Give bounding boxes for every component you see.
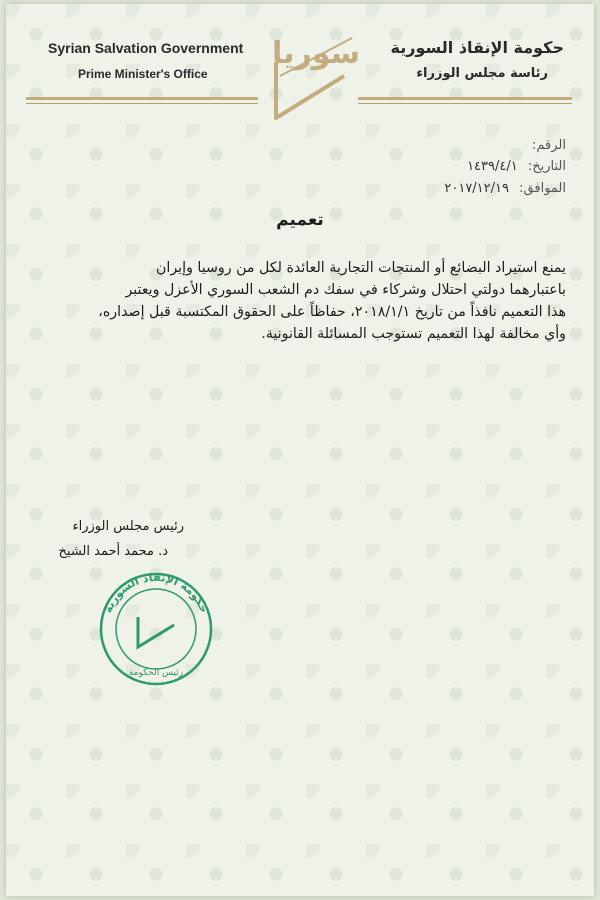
signatory-title: رئيس مجلس الوزراء — [72, 519, 184, 534]
reference-number-row — [532, 138, 566, 153]
header-rule-left-thin — [26, 103, 258, 104]
body-line: يمنع استيراد البضائع أو المنتجات التجارية العائدة لكل من روسيا وإيران — [155, 260, 566, 276]
hijri-date-value: ١٤٣٩/٤/١ — [467, 159, 518, 174]
signatory-name: د. محمد أحمد الشيخ — [58, 544, 168, 559]
gregorian-date-row — [444, 181, 566, 196]
header-rule-right-thin — [358, 103, 572, 104]
body-line: هذا التعميم نافذاً من تاريخ ٢٠١٨/١/١، حفاظاً على الحقوق المكتسبة قبل إصداره، — [98, 304, 566, 320]
document-body — [20, 257, 566, 345]
hijri-date-label: التاريخ: — [527, 159, 566, 174]
office-name-english: Prime Minister's Office — [78, 67, 208, 81]
body-line: باعتبارهما دولتي احتلال وشركاء في سفك دم الشعب السوري الأعزل ويعتبر — [125, 282, 566, 298]
org-name-arabic: حكومة الإنقاذ السورية — [390, 38, 564, 57]
stamp-inner-ring — [116, 589, 196, 669]
header-rule-left — [26, 97, 258, 100]
gregorian-date-value: ٢٠١٧/١٢/١٩ — [444, 181, 509, 196]
hijri-date-row — [467, 159, 566, 174]
org-name-english: Syrian Salvation Government — [48, 40, 244, 56]
stamp-ring-text: حكومة الإنقاذ السورية — [101, 570, 211, 615]
official-stamp — [86, 569, 226, 689]
reference-label: الرقم: — [532, 138, 566, 153]
logo-text: سوريا — [271, 36, 361, 71]
stamp-bottom-text: رئيس الحكومة — [128, 668, 184, 678]
document-page — [6, 4, 594, 896]
header-rule-right — [358, 97, 572, 100]
gregorian-date-label: الموافق: — [519, 181, 566, 196]
office-name-arabic: رئاسة مجلس الوزراء — [416, 66, 548, 81]
stamp-emblem — [138, 617, 174, 647]
body-line: وأي مخالفة لهذا التعميم تستوجب المسائلة القانونية. — [261, 326, 566, 342]
government-logo — [256, 18, 366, 128]
document-subject: تعميم — [276, 210, 324, 230]
